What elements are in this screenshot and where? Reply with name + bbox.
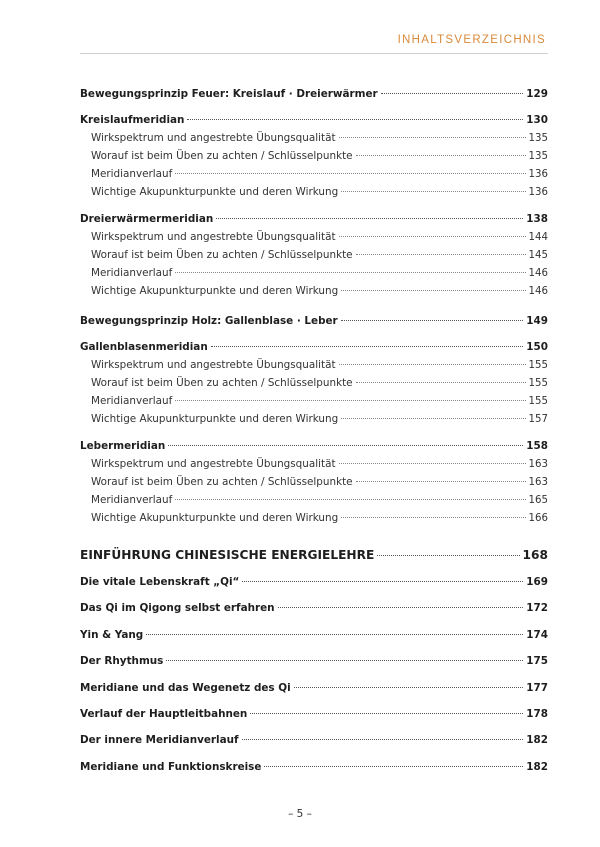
- toc-entry-label: Der Rhythmus: [80, 655, 164, 667]
- header-divider: [80, 53, 548, 54]
- toc-entry-subsection[interactable]: [91, 165, 548, 183]
- dot-leader: [341, 191, 525, 192]
- toc-entry-page: 130: [526, 114, 548, 126]
- toc-entry-page: 138: [526, 213, 548, 225]
- toc-entry-label: Wirkspektrum und angestrebte Übungsqualität: [91, 132, 336, 144]
- toc-entry-page: 163: [528, 459, 548, 470]
- dot-leader: [264, 766, 523, 767]
- toc-entry-page: 155: [528, 396, 548, 407]
- toc-entry-page: 149: [526, 315, 548, 327]
- dot-leader: [341, 320, 524, 321]
- toc-entry-label: Worauf ist beim Üben zu achten / Schlüsselpunkte: [91, 377, 353, 389]
- dot-leader: [187, 119, 523, 120]
- dot-leader: [356, 155, 526, 156]
- dot-leader: [216, 218, 523, 219]
- toc-entry-page: 129: [526, 88, 548, 100]
- toc-entry-subsection[interactable]: [91, 228, 548, 246]
- toc-entry-label: Wirkspektrum und angestrebte Übungsqualität: [91, 231, 336, 243]
- toc-entry-page: 158: [526, 440, 548, 452]
- toc-entry-subsection[interactable]: [91, 147, 548, 165]
- toc-entry-subsection[interactable]: [91, 356, 548, 374]
- toc-entry-label: Meridianverlauf: [91, 267, 173, 279]
- toc-entry-page: 136: [528, 187, 548, 198]
- toc-entry-chapter[interactable]: [80, 545, 548, 565]
- toc-entry-label: Meridiane und Funktionskreise: [80, 761, 262, 773]
- toc-entry-section[interactable]: [80, 679, 548, 697]
- toc-entry-subsection[interactable]: [91, 246, 548, 264]
- toc-entry-page: 165: [528, 495, 548, 506]
- dot-leader: [242, 581, 523, 582]
- toc-entry-page: 166: [528, 513, 548, 524]
- toc-entry-page: 146: [528, 286, 548, 297]
- dot-leader: [341, 517, 525, 518]
- toc-entry-label: Meridianverlauf: [91, 168, 173, 180]
- dot-leader: [356, 254, 526, 255]
- toc-entry-label: Der innere Meridianverlauf: [80, 734, 239, 746]
- dot-leader: [146, 634, 523, 635]
- toc-entry-label: Worauf ist beim Üben zu achten / Schlüsselpunkte: [91, 150, 353, 162]
- toc-entry-section[interactable]: [80, 731, 548, 749]
- toc-entry-label: Kreislaufmeridian: [80, 114, 185, 126]
- dot-leader: [168, 445, 523, 446]
- dot-leader: [294, 687, 524, 688]
- toc-entry-page: 182: [526, 761, 548, 773]
- toc-entry-section[interactable]: [80, 573, 548, 591]
- toc-entry-label: Wirkspektrum und angestrebte Übungsqualität: [91, 458, 336, 470]
- toc-entry-section[interactable]: [80, 705, 548, 723]
- toc-entry-label: Die vitale Lebenskraft „Qi“: [80, 576, 240, 588]
- toc-entry-label: Meridianverlauf: [91, 395, 173, 407]
- toc-entry-page: 136: [528, 169, 548, 180]
- dot-leader: [356, 382, 526, 383]
- dot-leader: [278, 607, 524, 608]
- dot-leader: [339, 364, 526, 365]
- toc-entry-section[interactable]: [80, 85, 548, 103]
- dot-leader: [211, 346, 524, 347]
- toc-entry-page: 144: [528, 232, 548, 243]
- toc-entry-page: 145: [528, 250, 548, 261]
- dot-leader: [341, 290, 525, 291]
- toc-entry-subsection[interactable]: [91, 473, 548, 491]
- toc-entry-label: Wichtige Akupunkturpunkte und deren Wirkung: [91, 285, 339, 297]
- toc-entry-section[interactable]: [80, 210, 548, 228]
- toc-entry-page: 135: [528, 133, 548, 144]
- dot-leader: [356, 481, 526, 482]
- dot-leader: [166, 660, 523, 661]
- toc-entry-label: Gallenblasenmeridian: [80, 341, 208, 353]
- toc-entry-section[interactable]: [80, 599, 548, 617]
- toc-entry-page: 157: [528, 414, 548, 425]
- dot-leader: [377, 555, 519, 556]
- toc-entry-subsection[interactable]: [91, 264, 548, 282]
- dot-leader: [339, 463, 526, 464]
- toc-entry-page: 155: [528, 360, 548, 371]
- dot-leader: [341, 418, 525, 419]
- toc-entry-subsection[interactable]: [91, 374, 548, 392]
- toc-entry-subsection[interactable]: [91, 129, 548, 147]
- toc-entry-label: Yin & Yang: [80, 629, 144, 641]
- toc-entry-section[interactable]: [80, 626, 548, 644]
- toc-entry-label: Wirkspektrum und angestrebte Übungsqualität: [91, 359, 336, 371]
- toc-entry-subsection[interactable]: [91, 392, 548, 410]
- dot-leader: [339, 236, 526, 237]
- toc-entry-page: 178: [526, 708, 548, 720]
- toc-entry-page: 169: [526, 576, 548, 588]
- toc-entry-section[interactable]: [80, 652, 548, 670]
- toc-entry-label: Meridianverlauf: [91, 494, 173, 506]
- toc-entry-label: EINFÜHRUNG CHINESISCHE ENERGIELEHRE: [80, 548, 375, 562]
- toc-entry-page: 135: [528, 151, 548, 162]
- toc-entry-label: Bewegungsprinzip Holz: Gallenblase · Leber: [80, 315, 338, 327]
- toc-entry-page: 177: [526, 682, 548, 694]
- dot-leader: [250, 713, 523, 714]
- toc-entry-label: Worauf ist beim Üben zu achten / Schlüsselpunkte: [91, 476, 353, 488]
- toc-entry-label: Dreierwärmermeridian: [80, 213, 214, 225]
- dot-leader: [242, 739, 524, 740]
- toc-entry-label: Wichtige Akupunkturpunkte und deren Wirkung: [91, 413, 339, 425]
- toc-entry-page: 155: [528, 378, 548, 389]
- toc-entry-label: Verlauf der Hauptleitbahnen: [80, 708, 248, 720]
- dot-leader: [339, 137, 526, 138]
- toc-entry-section[interactable]: [80, 758, 548, 776]
- dot-leader: [175, 499, 525, 500]
- toc-entry-page: 146: [528, 268, 548, 279]
- toc-entry-page: 172: [526, 602, 548, 614]
- toc-entry-subsection[interactable]: [91, 491, 548, 509]
- toc-entry-page: 174: [526, 629, 548, 641]
- toc-entry-subsection[interactable]: [91, 183, 548, 201]
- toc-entry-subsection[interactable]: [91, 410, 548, 428]
- toc-entry-page: 182: [526, 734, 548, 746]
- toc-entry-page: 163: [528, 477, 548, 488]
- toc-entry-label: Wichtige Akupunkturpunkte und deren Wirkung: [91, 512, 339, 524]
- toc-entry-label: Das Qi im Qigong selbst erfahren: [80, 602, 275, 614]
- dot-leader: [175, 272, 525, 273]
- toc-entry-label: Worauf ist beim Üben zu achten / Schlüsselpunkte: [91, 249, 353, 261]
- toc-entry-section[interactable]: [80, 338, 548, 356]
- dot-leader: [175, 400, 525, 401]
- toc-entry-page: 150: [526, 341, 548, 353]
- toc-entry-section[interactable]: [80, 437, 548, 455]
- toc-entry-subsection[interactable]: [91, 455, 548, 473]
- toc-entry-page: 175: [526, 655, 548, 667]
- running-header-title: INHALTSVERZEICHNIS: [397, 34, 546, 46]
- toc-entry-section[interactable]: [80, 312, 548, 330]
- toc-entry-label: Lebermeridian: [80, 440, 166, 452]
- dot-leader: [175, 173, 525, 174]
- dot-leader: [381, 93, 524, 94]
- toc-entry-label: Meridiane und das Wegenetz des Qi: [80, 682, 291, 694]
- toc-entry-subsection[interactable]: [91, 282, 548, 300]
- toc-entry-page: 168: [522, 548, 548, 562]
- toc-entry-section[interactable]: [80, 111, 548, 129]
- toc-entry-label: Wichtige Akupunkturpunkte und deren Wirkung: [91, 186, 339, 198]
- page-number: – 5 –: [288, 808, 312, 820]
- toc-entry-subsection[interactable]: [91, 509, 548, 527]
- toc-entry-label: Bewegungsprinzip Feuer: Kreislauf · Dreierwärmer: [80, 88, 378, 100]
